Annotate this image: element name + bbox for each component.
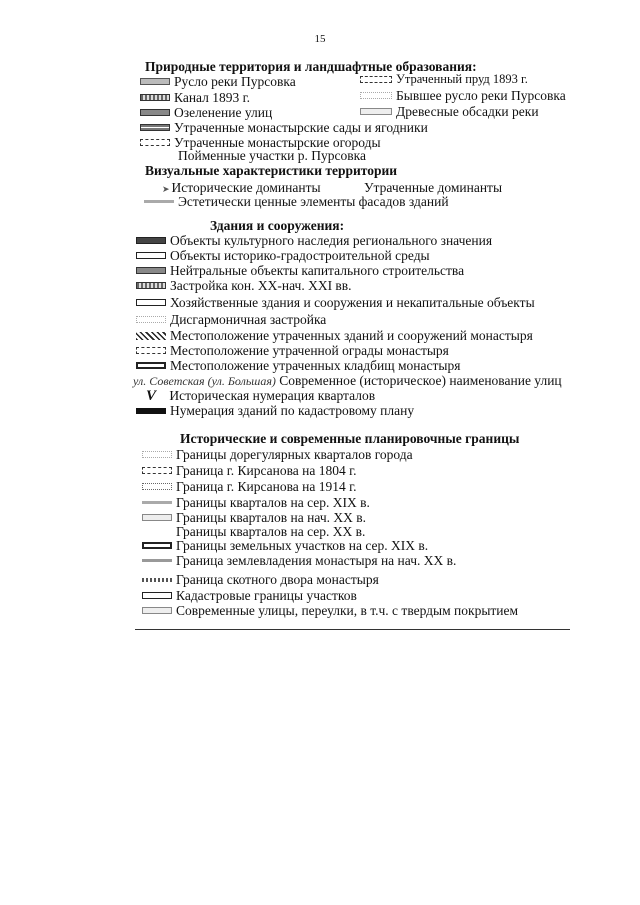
legend-item (136, 343, 449, 358)
legend-label: Границы кварталов на сер. XIX в. (176, 495, 370, 510)
legend-item (136, 248, 430, 263)
legend-label: Канал 1893 г. (174, 90, 251, 105)
legend-label: Местоположение утраченных зданий и сооружений монастыря (170, 328, 533, 343)
section-heading-natural: Природные территория и ландшафтные образования: (145, 59, 477, 74)
legend-item (136, 312, 326, 327)
swatch-icon (142, 514, 172, 521)
legend-label: Пойменные участки р. Пурсовка (178, 148, 366, 163)
section-heading-boundaries: Исторические и современные планировочные границы (180, 431, 520, 446)
swatch-icon (140, 124, 170, 131)
legend-item (162, 180, 321, 195)
legend-label: Историческая нумерация кварталов (169, 388, 376, 403)
swatch-icon (142, 467, 172, 474)
swatch-icon (142, 578, 172, 582)
swatch-icon (136, 299, 166, 306)
swatch-icon (136, 332, 166, 340)
legend-item (140, 90, 250, 105)
legend-label: Исторические доминанты (171, 180, 321, 195)
legend-label: Граница землевладения монастыря на нач. XX в. (176, 553, 457, 568)
legend-label: Современные улицы, переулки, в т.ч. с твердым покрытием (176, 603, 519, 618)
legend-label: Русло реки Пурсовка (174, 74, 296, 89)
swatch-icon (360, 92, 392, 99)
swatch-icon (136, 237, 166, 244)
page-number: 15 (314, 33, 326, 45)
legend-item (136, 403, 414, 418)
swatch-icon (140, 109, 170, 116)
legend-item (144, 194, 449, 209)
legend-label: Кадастровые границы участков (176, 588, 357, 603)
legend-label: Утраченные монастырские огороды (174, 135, 381, 150)
legend-item (360, 104, 539, 119)
legend-item (136, 358, 460, 373)
swatch-icon (142, 592, 172, 599)
quarter-number-symbol: V (145, 388, 156, 404)
swatch-icon (136, 267, 166, 274)
legend-label: Эстетически ценные элементы фасадов зданий (178, 194, 449, 209)
swatch-icon (140, 78, 170, 85)
swatch-icon (136, 408, 166, 414)
legend-label: Местоположение утраченной ограды монастыря (170, 343, 449, 358)
legend-item (133, 373, 562, 388)
legend-item (178, 148, 366, 163)
legend-label: Границы кварталов на сер. XX в. (176, 524, 366, 539)
swatch-icon (142, 607, 172, 614)
legend-label: Хозяйственные здания и сооружения и некапитальные объекты (170, 295, 535, 310)
legend-label: Нумерация зданий по кадастровому плану (170, 403, 415, 418)
legend-label: Утраченные монастырские сады и ягодники (174, 120, 428, 135)
legend-label: Граница скотного двора монастыря (176, 572, 379, 587)
legend-item (140, 74, 296, 89)
legend-item (142, 447, 413, 462)
legend-label: Объекты культурного наследия регионального значения (170, 233, 493, 248)
legend-item (142, 510, 366, 525)
legend-label: Границы земельных участков на сер. XIX в. (176, 538, 429, 553)
legend-label: Застройка кон. XX-нач. XXI вв. (170, 278, 352, 293)
legend-label: Современное (историческое) наименование улиц (279, 373, 562, 388)
bottom-rule (135, 629, 570, 630)
swatch-icon (360, 108, 392, 115)
swatch-icon (142, 501, 172, 504)
swatch-icon (136, 316, 166, 323)
legend-label: Утраченные доминанты (364, 180, 503, 195)
legend-label: Местоположение утраченных кладбищ монастыря (170, 358, 461, 373)
section-heading-buildings: Здания и сооружения: (210, 218, 345, 233)
swatch-icon (136, 362, 166, 369)
legend-item (142, 538, 428, 553)
swatch-icon (142, 483, 172, 490)
legend-item (364, 180, 502, 195)
legend-label: Утраченный пруд 1893 г. (396, 72, 528, 86)
legend-label: Нейтральные объекты капитального строительства (170, 263, 465, 278)
legend-item (136, 233, 492, 248)
legend-label: Бывшее русло реки Пурсовка (396, 88, 566, 103)
legend-item (136, 263, 464, 278)
legend-item (136, 295, 535, 310)
legend-label: Дисгармоничная застройка (170, 312, 327, 327)
legend-label: Граница г. Кирсанова на 1914 г. (176, 479, 357, 494)
legend-item (142, 495, 370, 510)
legend-item (142, 603, 518, 618)
legend-item (140, 105, 272, 120)
legend-item (136, 388, 375, 403)
legend-item (142, 479, 357, 494)
swatch-icon (136, 347, 166, 354)
legend-item (136, 278, 352, 293)
street-example-label: ул. Советская (ул. Большая) (133, 374, 276, 388)
legend-item (176, 524, 365, 539)
legend-label: Древесные обсадки реки (396, 104, 539, 119)
legend-label: Объекты историко-градостроительной среды (170, 248, 430, 263)
legend-item (142, 588, 357, 603)
dominant-arrow-icon: ➤ (162, 184, 170, 194)
legend-item (142, 553, 456, 568)
legend-item (136, 328, 533, 343)
swatch-icon (136, 282, 166, 289)
legend-label: Границы дорегулярных кварталов города (176, 447, 413, 462)
swatch-icon (144, 200, 174, 203)
swatch-icon (142, 542, 172, 549)
section-heading-visual: Визуальные характеристики территории (145, 163, 398, 178)
legend-label: Граница г. Кирсанова на 1804 г. (176, 463, 357, 478)
legend-item (142, 572, 379, 587)
swatch-icon (142, 559, 172, 562)
legend-label: Озеленение улиц (174, 105, 273, 120)
legend-item (360, 88, 566, 103)
legend-item (360, 72, 528, 87)
legend-item (142, 463, 357, 478)
swatch-icon (360, 76, 392, 83)
legend-label: Границы кварталов на нач. XX в. (176, 510, 366, 525)
swatch-icon (142, 451, 172, 458)
swatch-icon (140, 94, 170, 101)
legend-item (140, 120, 428, 135)
swatch-icon (140, 139, 170, 146)
swatch-icon (136, 252, 166, 259)
